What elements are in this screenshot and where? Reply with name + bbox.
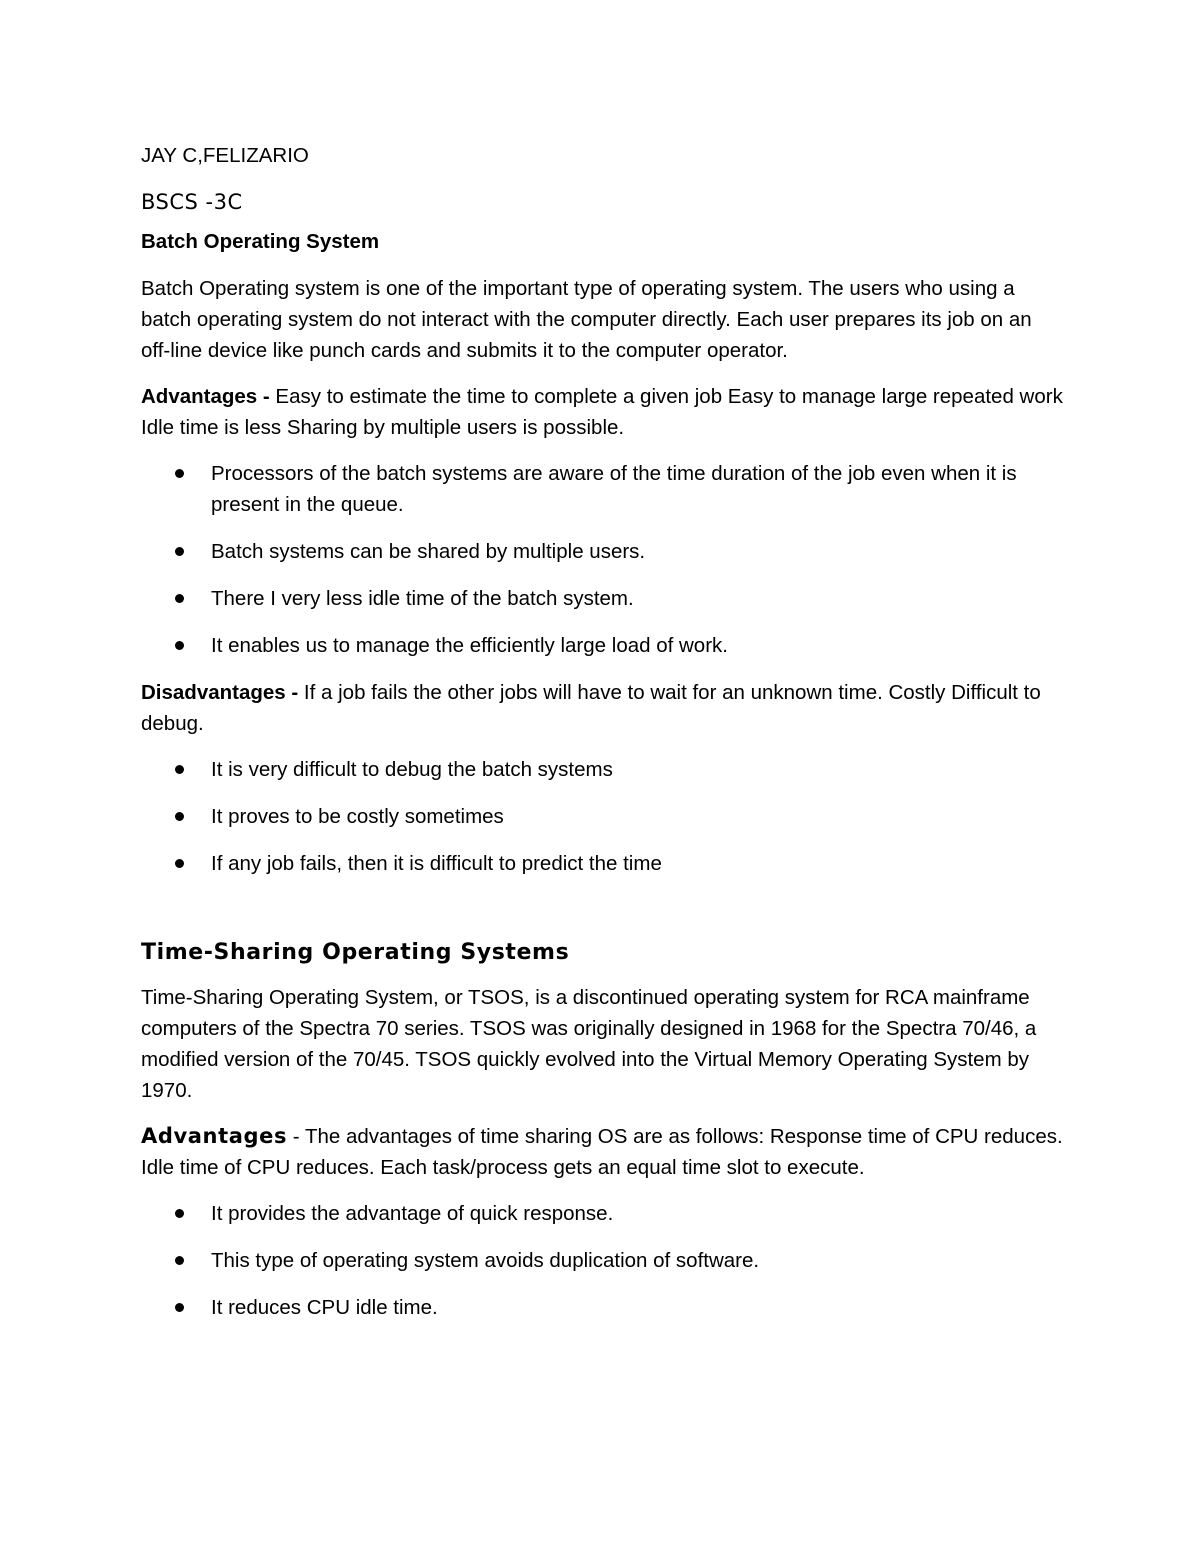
batch-advantages-list bbox=[141, 458, 1066, 661]
batch-disadvantages-paragraph bbox=[141, 677, 1066, 739]
batch-disadvantages-list bbox=[141, 754, 1066, 879]
list-item: Processors of the batch systems are aware of the time duration of the job even when it is present in the queue. bbox=[141, 458, 1066, 520]
bullet-icon bbox=[175, 547, 184, 556]
list-item: It proves to be costly sometimes bbox=[141, 801, 1066, 832]
list-item: This type of operating system avoids duplication of software. bbox=[141, 1245, 1066, 1276]
timesharing-advantages-list bbox=[141, 1198, 1066, 1323]
class-section: BSCS -3C bbox=[141, 190, 243, 214]
bullet-icon bbox=[175, 594, 184, 603]
document-body bbox=[141, 140, 1066, 1339]
section-spacer bbox=[141, 895, 1066, 926]
bullet-icon bbox=[175, 765, 184, 774]
list-item: It is very difficult to debug the batch systems bbox=[141, 754, 1066, 785]
bullet-icon bbox=[175, 641, 184, 650]
bullet-icon bbox=[175, 812, 184, 821]
bullet-icon bbox=[175, 1256, 184, 1265]
batch-os-title: Batch Operating System bbox=[141, 230, 380, 253]
bullet-icon bbox=[175, 1303, 184, 1312]
bullet-icon bbox=[175, 1209, 184, 1218]
list-item: It provides the advantage of quick response. bbox=[141, 1198, 1066, 1229]
bullet-icon bbox=[175, 859, 184, 868]
batch-advantages-label: Advantages - bbox=[141, 385, 270, 408]
timesharing-os-title: Time-Sharing Operating Systems bbox=[141, 940, 570, 965]
batch-advantages-paragraph bbox=[141, 381, 1066, 443]
timesharing-advantages-text: - The advantages of time sharing OS are as follows: Response time of CPU reduces. Idle time of CPU reduces. Each task/process gets an equal time slot to execute. bbox=[141, 1125, 1063, 1179]
timesharing-advantages-label: Advantages bbox=[141, 1124, 288, 1148]
timesharing-os-intro: Time-Sharing Operating System, or TSOS, is a discontinued operating system for RCA mainframe computers of the Spectra 70 series. TSOS was originally designed in 1968 for the Spectra 70/46, a modified version of the 70/45. TSOS quickly evolved into the Virtual Memory Operating System by 1970. bbox=[141, 986, 1037, 1102]
bullet-icon bbox=[175, 469, 184, 478]
timesharing-advantages-paragraph bbox=[141, 1121, 1066, 1183]
list-item: Batch systems can be shared by multiple users. bbox=[141, 536, 1066, 567]
list-item: If any job fails, then it is difficult to predict the time bbox=[141, 848, 1066, 879]
author-name: JAY C,FELIZARIO bbox=[141, 144, 309, 167]
batch-os-intro: Batch Operating system is one of the important type of operating system. The users who using a batch operating system do not interact with the computer directly. Each user prepares its job on an off-line device like punch cards and submits it to the computer operator. bbox=[141, 277, 1032, 362]
batch-disadvantages-label: Disadvantages - bbox=[141, 681, 299, 704]
batch-advantages-text: Easy to estimate the time to complete a given job Easy to manage large repeated work Idle time is less Sharing by multiple users is possible. bbox=[141, 385, 1063, 439]
list-item: It reduces CPU idle time. bbox=[141, 1292, 1066, 1323]
list-item: There I very less idle time of the batch system. bbox=[141, 583, 1066, 614]
list-item: It enables us to manage the efficiently large load of work. bbox=[141, 630, 1066, 661]
batch-disadvantages-text: If a job fails the other jobs will have to wait for an unknown time. Costly Difficult to debug. bbox=[141, 681, 1041, 735]
